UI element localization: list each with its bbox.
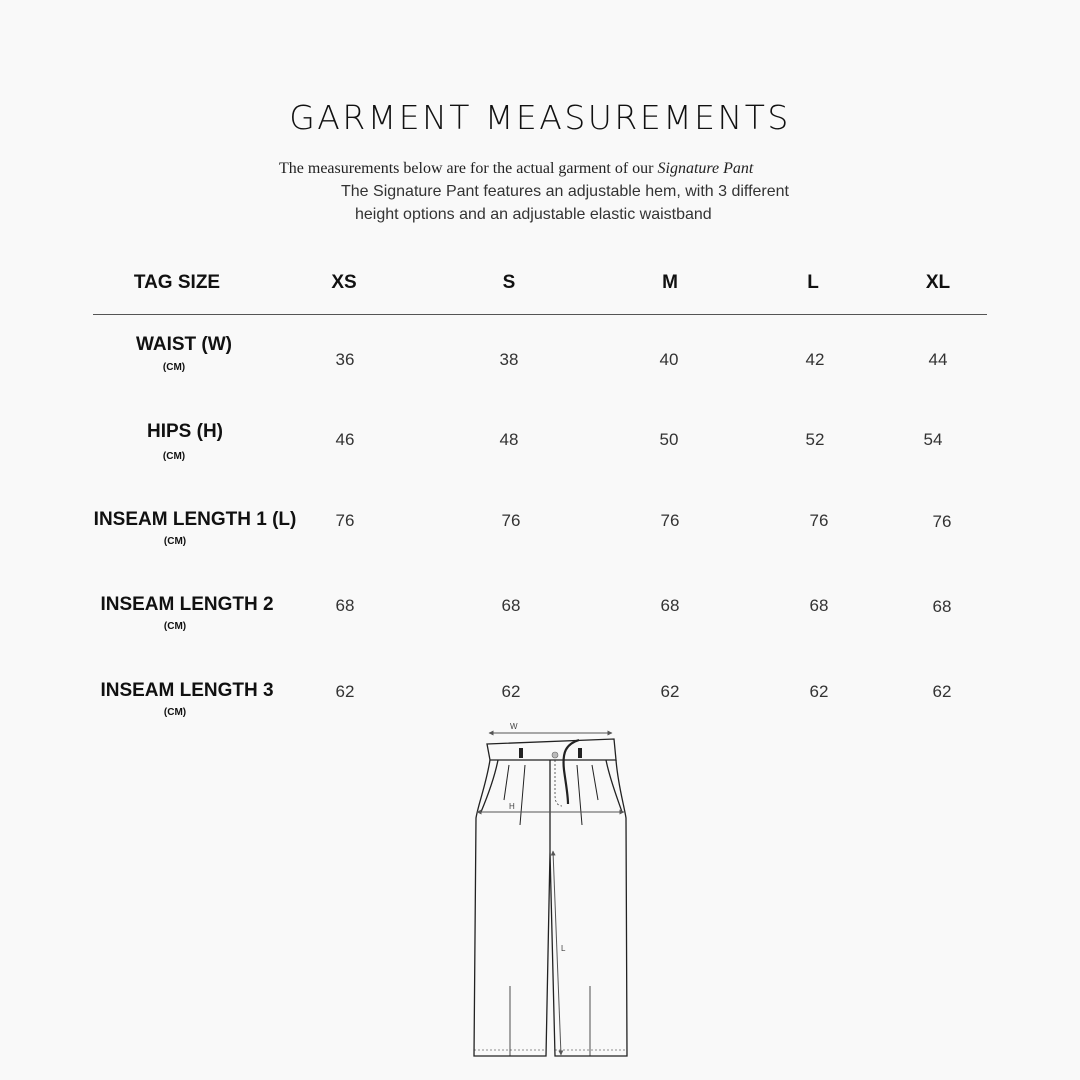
row-unit: (CM) xyxy=(163,536,187,547)
product-name: Signature Pant xyxy=(657,160,754,177)
table-row xyxy=(0,421,1080,481)
drawstring xyxy=(564,740,579,804)
page-title: GARMENT MEASUREMENTS xyxy=(289,98,791,137)
size-header-xs: XS xyxy=(331,272,357,293)
table-cell: 42 xyxy=(805,350,825,369)
table-cell: 62 xyxy=(809,682,829,701)
table-cell: 76 xyxy=(501,511,521,530)
pant-measurement-diagram xyxy=(465,718,635,1063)
hip-marker: H xyxy=(509,802,515,811)
table-cell: 62 xyxy=(660,682,680,701)
table-cell: 76 xyxy=(809,511,829,530)
table-cell: 50 xyxy=(659,430,679,449)
table-cell: 46 xyxy=(335,430,355,449)
row-label: INSEAM LENGTH 3 xyxy=(100,680,274,701)
size-header-l: L xyxy=(807,272,819,293)
length-marker: L xyxy=(561,944,566,953)
size-header-xl: XL xyxy=(925,272,951,293)
waist-marker: W xyxy=(510,722,518,731)
table-cell: 68 xyxy=(660,596,680,615)
table-row xyxy=(0,509,1080,569)
table-cell: 68 xyxy=(809,596,829,615)
table-cell: 62 xyxy=(335,682,355,701)
table-cell: 68 xyxy=(335,596,355,615)
row-unit: (CM) xyxy=(163,621,187,632)
row-unit: (CM) xyxy=(163,707,187,718)
table-cell: 36 xyxy=(335,350,355,369)
table-cell: 54 xyxy=(923,430,943,449)
row-unit: (CM) xyxy=(162,451,186,462)
table-header-row xyxy=(93,270,987,315)
table-cell: 76 xyxy=(335,511,355,530)
waistband-outline xyxy=(487,739,616,760)
table-cell: 44 xyxy=(928,350,948,369)
row-label: INSEAM LENGTH 1 (L) xyxy=(93,509,297,530)
intro-line-1 xyxy=(279,160,753,178)
size-header-s: S xyxy=(502,272,516,293)
table-cell: 76 xyxy=(660,511,680,530)
table-cell: 48 xyxy=(499,430,519,449)
size-header-m: M xyxy=(662,272,678,293)
row-unit: (CM) xyxy=(162,362,186,373)
table-row xyxy=(0,594,1080,654)
intro-line-2: The Signature Pant features an adjustable hem, with 3 different xyxy=(341,183,789,200)
table-cell: 68 xyxy=(932,597,952,616)
intro-text: The measurements below are for the actual garment of our xyxy=(279,160,658,177)
table-cell: 40 xyxy=(659,350,679,369)
table-row xyxy=(0,334,1080,394)
row-label: INSEAM LENGTH 2 xyxy=(100,594,274,615)
table-cell: 62 xyxy=(932,682,952,701)
table-cell: 38 xyxy=(499,350,519,369)
table-cell: 68 xyxy=(501,596,521,615)
table-cell: 62 xyxy=(501,682,521,701)
table-cell: 76 xyxy=(932,512,952,531)
intro-line-3: height options and an adjustable elastic waistband xyxy=(355,206,712,223)
tag-size-header: TAG SIZE xyxy=(133,272,221,293)
table-cell: 52 xyxy=(805,430,825,449)
row-label: HIPS (H) xyxy=(147,421,223,442)
row-label: WAIST (W) xyxy=(135,334,233,355)
